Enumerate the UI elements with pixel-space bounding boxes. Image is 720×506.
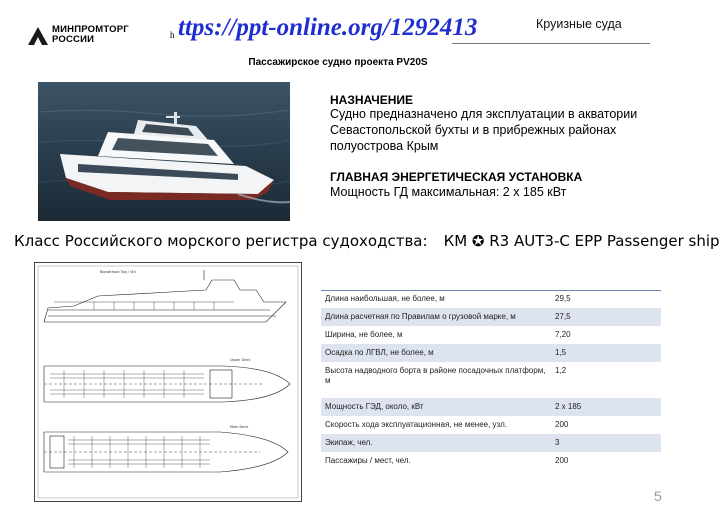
spec-value: 27,5: [555, 312, 571, 321]
slide-title: Пассажирское судно проекта PV20S: [248, 57, 428, 68]
vessel-photo: [38, 82, 290, 221]
spec-value: 29,5: [555, 294, 571, 303]
view-label-profile: Boxwithout Top / Vid: [100, 270, 136, 274]
spec-label: Осадка по ЛГВЛ, не более, м: [325, 348, 434, 357]
spec-label: Длина расчетная по Правилам о грузовой марке, м: [325, 312, 516, 321]
spec-value: 3: [555, 438, 560, 447]
purpose-heading: НАЗНАЧЕНИЕ: [330, 93, 413, 107]
register-class-line: [14, 232, 720, 250]
table-row: [321, 290, 661, 308]
table-row: [321, 452, 661, 470]
spec-value: 1,2: [555, 366, 567, 375]
specifications-table: [321, 290, 661, 470]
logo-text-line-1: МИНПРОМТОРГ: [52, 24, 129, 35]
url-prefix: h: [170, 30, 175, 40]
table-row: [321, 398, 661, 416]
spec-label: Мощность ГЭД, около, кВт: [325, 402, 424, 411]
table-row: [321, 362, 661, 398]
view-label-main-deck: Main Deck: [230, 425, 249, 429]
logo-text-line-2: РОССИИ: [52, 34, 95, 45]
spec-label: Пассажиры / мест, чел.: [325, 456, 411, 465]
spec-value: 200: [555, 456, 569, 465]
page-number: 5: [654, 488, 662, 504]
engine-text: Мощность ГД максимальная: 2 х 185 кВт: [330, 185, 567, 199]
register-class-value: КМ ✪ R3 AUT3-C EPP Passenger ship: [443, 232, 720, 250]
general-arrangement-drawing: [34, 262, 302, 502]
view-label-upper-deck: Upper Deck: [230, 358, 251, 362]
purpose-text: Судно предназначено для эксплуатации в акватории Севастопольской бухты и в прибрежных районах полуострова Крым: [330, 107, 638, 153]
source-url-link[interactable]: ttps://ppt-online.org/1292413: [178, 14, 478, 41]
table-row: [321, 308, 661, 326]
spec-label: Экипаж, чел.: [325, 438, 373, 447]
ministry-logo-icon: [28, 27, 48, 45]
ministry-logo-text: [52, 25, 129, 45]
section-title: Круизные суда: [536, 17, 622, 31]
spec-value: 2 х 185: [555, 402, 582, 411]
spec-label: Длина наибольшая, не более, м: [325, 294, 445, 303]
register-class-label: Класс Российского морского регистра судоходства:: [14, 232, 428, 250]
engine-heading: ГЛАВНАЯ ЭНЕРГЕТИЧЕСКАЯ УСТАНОВКА: [330, 170, 583, 184]
spec-label: Ширина, не более, м: [325, 330, 403, 339]
table-row: [321, 326, 661, 344]
table-row: [321, 344, 661, 362]
header-divider: [452, 43, 650, 44]
spec-value: 7,20: [555, 330, 571, 339]
table-row: [321, 416, 661, 434]
spec-label: Высота надводного борта в районе посадочных платформ, м: [325, 366, 546, 385]
spec-value: 200: [555, 420, 569, 429]
table-row: [321, 434, 661, 452]
spec-label: Скорость хода эксплуатационная, не менее, узл.: [325, 420, 508, 429]
spec-value: 1,5: [555, 348, 567, 357]
